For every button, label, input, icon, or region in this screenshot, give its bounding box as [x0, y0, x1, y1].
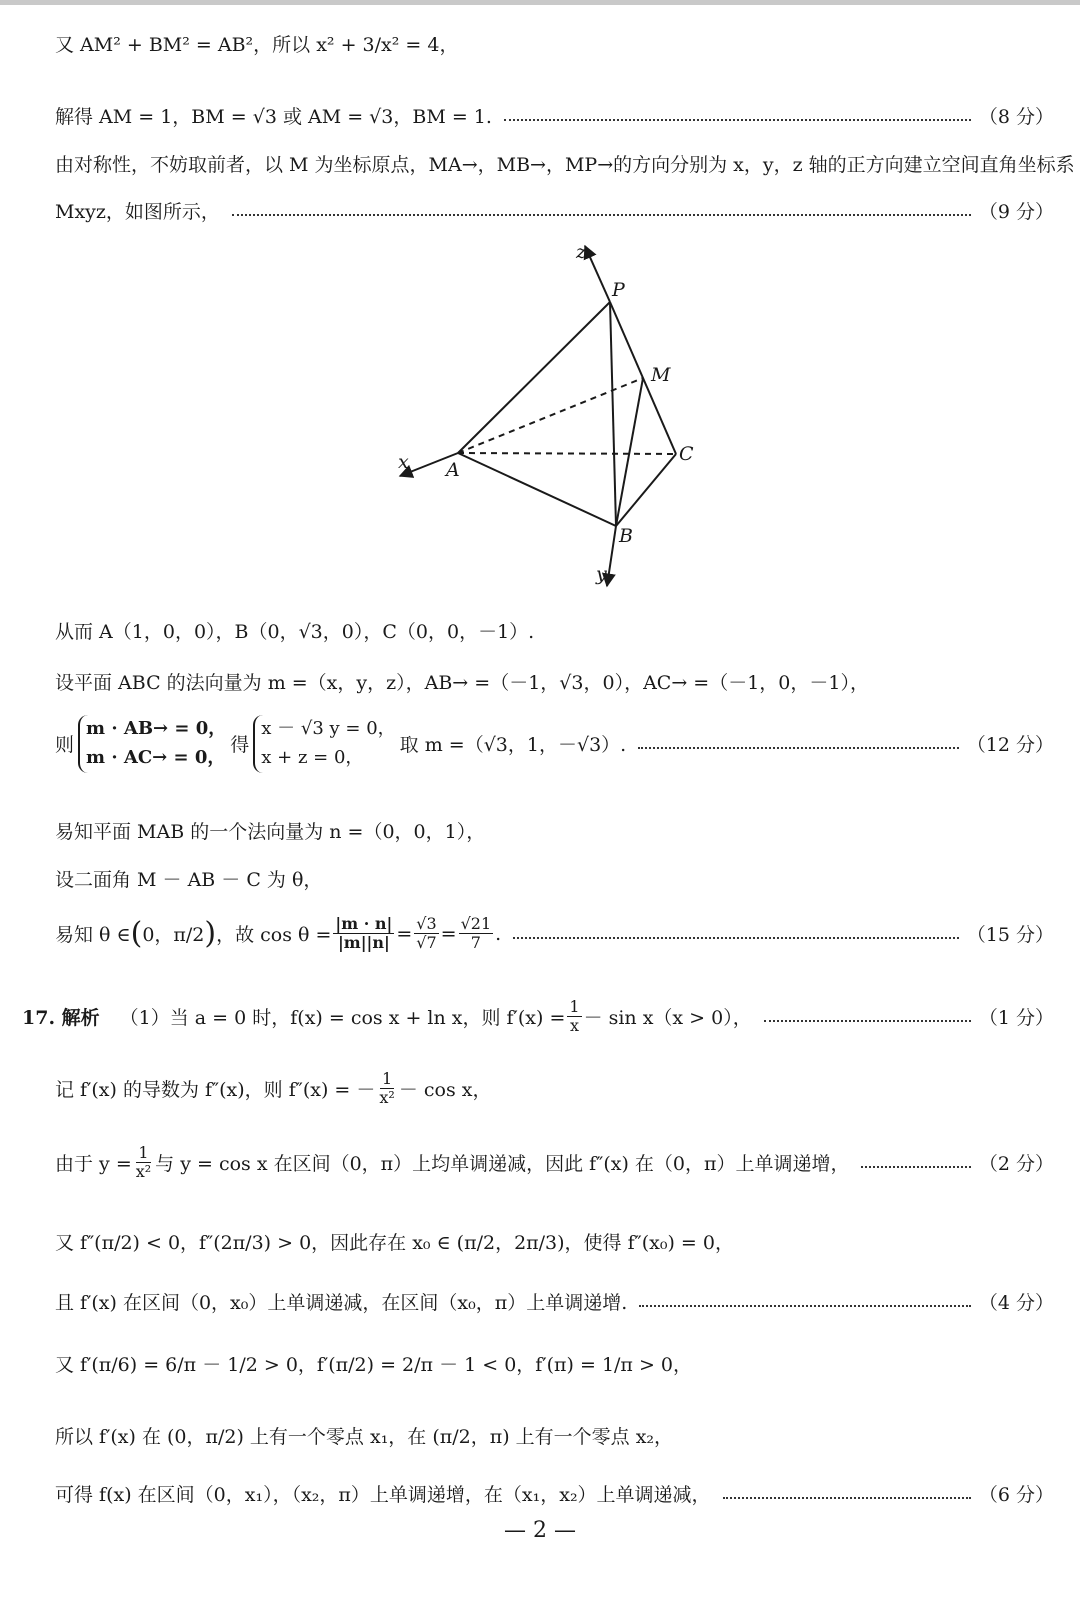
label-M: M	[651, 364, 671, 386]
line-6-text: 设平面 ABC 的法向量为 m =（x，y，z），AB→ =（－1，√3，0），AC→ =（－1，0，－1），	[55, 672, 869, 694]
page-number: — 2 —	[504, 1518, 576, 1543]
edge-AC-dashed	[458, 453, 676, 454]
line-3	[55, 150, 1075, 177]
system-1-eq-2: m · AC→ = 0，	[86, 746, 226, 768]
frac-num: 1	[382, 1069, 393, 1088]
fraction-root3-root7	[414, 915, 438, 953]
score-label: （1 分）	[978, 1007, 1054, 1030]
line-8-text: 易知平面 MAB 的一个法向量为 n =（0，0，1），	[55, 821, 486, 843]
line-8	[55, 817, 1054, 844]
edge-MB	[616, 378, 643, 526]
frac-den: x	[569, 1016, 579, 1036]
line-12-tail: － cos x，	[398, 1079, 492, 1102]
fraction-1-over-x2	[377, 1070, 396, 1108]
paren-right: )	[204, 916, 217, 952]
line-4	[55, 197, 1054, 224]
label-P: P	[612, 279, 625, 301]
line-11-tail: － sin x（x > 0），	[583, 1007, 752, 1030]
label-B: B	[619, 525, 633, 547]
system-2-eq-1: x － √3 y = 0，	[261, 718, 396, 739]
line-10-mid: ，故 cos θ =	[216, 924, 332, 947]
system-1-eq-1: m · AB→ = 0，	[86, 718, 227, 739]
line-14	[55, 1228, 1054, 1255]
line-15-text: 且 f′(x) 在区间（0，x₀）上单调递减，在区间（x₀，π）上单调递增.	[55, 1292, 628, 1314]
z-axis-line	[585, 246, 610, 302]
frac-den: |m||n|	[337, 933, 390, 953]
line-3-text: 由对称性，不妨取前者，以 M 为坐标原点，MA→，MB→，MP→的方向分别为 x，y，z 轴的正方向建立空间直角坐标系	[55, 154, 1075, 176]
fraction-mn	[333, 915, 394, 953]
edge-AM-dashed	[458, 378, 643, 453]
leader-dots	[513, 937, 959, 939]
equation-system-1	[78, 715, 226, 773]
line-11	[22, 998, 1054, 1036]
paren-left: (	[130, 916, 143, 952]
frac-num: |m · n|	[335, 914, 393, 933]
line-7	[55, 715, 1054, 773]
score-label: （8 分）	[978, 106, 1054, 128]
line-6	[55, 668, 1054, 695]
line-14-text: 又 f″(π/2) < 0，f″(2π/3) > 0，因此存在 x₀ ∈ (π/2，2π/3)，使得 f″(x₀) = 0，	[55, 1232, 734, 1254]
line-17	[55, 1422, 1054, 1449]
score-label: （6 分）	[978, 1484, 1054, 1506]
label-A: A	[446, 459, 460, 481]
equals: =	[396, 922, 413, 945]
leader-dots	[504, 119, 971, 121]
line-13-tail: 与 y = cos x 在区间（0，π）上均单调递减，因此 f″(x) 在（0，π）上单调递增，	[155, 1153, 850, 1176]
line-12	[55, 1070, 1054, 1108]
line-4-text: Mxyz，如图所示，	[55, 201, 220, 223]
line-7-tail: 取 m =（√3，1，－√3）.	[399, 734, 627, 757]
label-x: x	[398, 451, 409, 473]
frac-den: 7	[470, 933, 481, 953]
leader-dots	[638, 747, 959, 749]
line-2-text: 解得 AM = 1，BM = √3 或 AM = √3，BM = 1.	[55, 106, 492, 128]
line-16	[55, 1350, 1054, 1377]
line-7-mid: 得	[230, 734, 250, 757]
line-1-text: 又 AM² + BM² = AB²，所以 x² + 3/x² = 4，	[55, 34, 459, 56]
line-16-text: 又 f′(π/6) = 6/π － 1/2 > 0，f′(π/2) = 2/π － 1 < 0，f′(π) = 1/π > 0，	[55, 1354, 693, 1376]
fraction-1-over-x	[567, 998, 581, 1036]
label-y: y	[596, 563, 607, 585]
edge-BC	[616, 454, 676, 526]
leader-dots	[764, 1020, 971, 1022]
theta-interval: 0，π/2	[142, 924, 205, 947]
leader-dots	[723, 1497, 971, 1499]
leader-dots	[861, 1166, 970, 1168]
line-7-prefix: 则	[55, 734, 75, 757]
y-axis-line	[607, 526, 616, 586]
score-label: （15 分）	[966, 924, 1054, 947]
line-12-text: 记 f′(x) 的导数为 f″(x)，则 f″(x) = －	[55, 1079, 376, 1102]
line-18	[55, 1480, 1054, 1507]
frac-num: 1	[138, 1143, 149, 1162]
fraction-1-over-x2	[134, 1144, 153, 1182]
line-13-pre: 由于 y =	[55, 1153, 132, 1176]
system-2-eq-2: x + z = 0，	[261, 746, 364, 768]
frac-num: 1	[569, 997, 580, 1016]
frac-num: √3	[416, 914, 437, 933]
tetrahedron-figure	[390, 238, 710, 598]
score-label: （4 分）	[978, 1292, 1054, 1314]
line-9	[55, 865, 1054, 892]
equals: =	[440, 922, 457, 945]
line-13	[55, 1144, 1054, 1182]
line-18-text: 可得 f(x) 在区间（0，x₁），（x₂，π）上单调递增，在（x₁，x₂）上单调递减，	[55, 1484, 711, 1506]
top-border	[0, 0, 1080, 5]
score-label: （2 分）	[978, 1153, 1054, 1176]
frac-den: x²	[135, 1162, 152, 1182]
frac-den: √7	[416, 933, 437, 953]
leader-dots	[232, 214, 971, 216]
line-11-text: （1）当 a = 0 时，f(x) = cos x + ln x，则 f′(x) =	[119, 1007, 566, 1030]
leader-dots	[639, 1305, 971, 1307]
frac-den: x²	[379, 1088, 395, 1108]
label-C: C	[679, 443, 694, 465]
line-10-pre: 易知 θ ∈	[55, 924, 131, 947]
period: .	[495, 922, 502, 945]
edge-PA	[458, 302, 610, 453]
line-2	[55, 102, 1054, 129]
score-label: （9 分）	[978, 201, 1054, 223]
edge-AB	[458, 453, 616, 526]
line-17-text: 所以 f′(x) 在 (0，π/2) 上有一个零点 x₁，在 (π/2，π) 上有一个零点 x₂，	[55, 1426, 674, 1448]
line-1	[55, 30, 1054, 57]
frac-num: √21	[460, 914, 492, 933]
line-15	[55, 1288, 1054, 1315]
fraction-root21-7	[459, 915, 494, 953]
edge-PB	[610, 302, 616, 526]
line-10	[55, 915, 1054, 953]
line-9-text: 设二面角 M － AB － C 为 θ，	[55, 869, 323, 891]
line-5	[55, 617, 1054, 644]
problem-17-label: 17. 解析	[22, 1007, 100, 1030]
equation-system-2	[253, 715, 395, 773]
label-z: z	[576, 241, 587, 263]
line-5-text: 从而 A（1，0，0），B（0，√3，0），C（0，0，－1）.	[55, 621, 535, 643]
score-label: （12 分）	[966, 734, 1054, 757]
